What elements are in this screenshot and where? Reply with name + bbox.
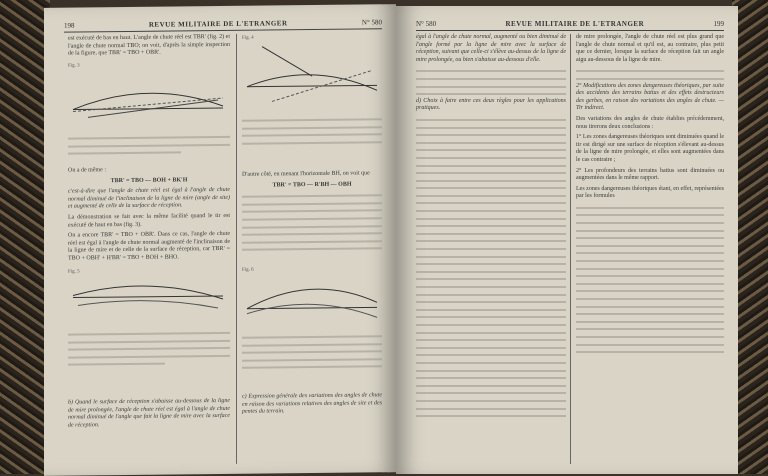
text-line (576, 211, 724, 219)
text-line (68, 149, 181, 158)
text-line (576, 234, 724, 242)
right-page (396, 6, 738, 474)
text-line (242, 363, 382, 372)
text-line (416, 382, 566, 390)
paragraph: Les zones dangereuses théoriques étant, en effet, représentées par les formules (576, 185, 724, 200)
text-line (416, 245, 566, 253)
text-line (416, 131, 566, 139)
text-line (416, 389, 566, 397)
paragraph: 1° Les zones dangereuses théoriques sont diminuées quand le tir est dirigé sur une surface de réception s'élevant au-dessus de la ligne de mire prolongée, et elles sont augmentées dans le cas contraire ; (576, 134, 724, 163)
text-line (416, 253, 566, 261)
text-line (416, 275, 566, 283)
text-line (416, 154, 566, 162)
figure-caption: Fig. 6 (242, 267, 254, 273)
paragraph: La démonstration se fait avec la même facilité quand le tir est exécuté de haut en bas (fig. 3). (68, 212, 230, 229)
text-line (416, 313, 566, 321)
figure-caption: Fig. 3 (68, 63, 80, 69)
text-line (416, 397, 566, 405)
figure-caption: Fig. 5 (68, 269, 80, 275)
text-line (416, 199, 566, 207)
right-column-bottom (242, 392, 382, 419)
figure-6 (242, 266, 382, 387)
text-line (416, 75, 566, 83)
text-line (416, 207, 566, 215)
paragraph: b) Quand le surface de réception s'abaisse au-dessous de la ligne de mire prolongée, l'angle de chute réel est égal à l'angle de chute normal diminué de l'angle que fait la ligne de mire avec la surface de réception. (68, 397, 230, 429)
text-line (416, 124, 566, 132)
text-line (242, 138, 382, 147)
left-column-bottom (68, 398, 230, 433)
paragraph: On a de même : (68, 167, 106, 174)
page-number: 199 (713, 20, 724, 28)
text-line (416, 230, 566, 238)
text-line (416, 83, 566, 91)
text-line (416, 344, 566, 352)
text-line (576, 242, 724, 250)
trajectory-diagram (242, 40, 382, 111)
text-line (576, 325, 724, 333)
equation: TBR' = TBO — R'BH — OBH (272, 181, 352, 189)
left-column-body (68, 166, 230, 266)
text-line (416, 329, 566, 337)
paragraph: c'est-à-dire que l'angle de chute réel est égal à l'angle de chute normal diminué de l'inclinaison de la ligne de mire (angle de site) et augmenté de celle de la surface de réception. (68, 187, 230, 210)
running-header (416, 20, 724, 31)
paragraph: On a encore TBR' = TBO + OBR'. Dans ce cas, l'angle de chute réel est égal à l'angle de chute normal augmenté de l'inclinaison de la ligne de mire et de celle de la surface de réception, car TBR' = TBO + OBH' + H'BR' = TBO + BOH + BHO. (68, 231, 230, 262)
running-title: REVUE MILITAIRE DE L'ETRANGER (148, 19, 288, 29)
text-line (416, 146, 566, 154)
text-line (576, 227, 724, 235)
text-line (576, 257, 724, 265)
text-line (416, 405, 566, 413)
text-line (576, 333, 724, 341)
column-divider (570, 34, 571, 464)
text-line (576, 310, 724, 318)
left-page (44, 4, 396, 476)
right-column (242, 170, 382, 253)
trajectory-diagram (68, 68, 230, 130)
paragraph: 2° Les profondeurs des terrains battus sont diminuées ou augmentées dans le même rapport. (576, 167, 724, 182)
equation: TBR' = TBO — BOH + BK'H (110, 176, 188, 184)
text-line (416, 139, 566, 147)
text-line (416, 260, 566, 268)
text-line (416, 291, 566, 299)
text-line (576, 318, 724, 326)
text-line (416, 237, 566, 245)
text-line (416, 336, 566, 344)
text-line (416, 374, 566, 382)
text-line (416, 67, 566, 75)
figure-3 (68, 62, 230, 164)
trajectory-diagram (242, 272, 382, 328)
page-number: 198 (64, 21, 75, 30)
text-line (416, 116, 566, 124)
figure-4 (242, 34, 382, 165)
text-line (576, 341, 724, 349)
text-line (416, 306, 566, 314)
trajectory-diagram (68, 274, 230, 326)
paragraph: est exécuté de bas en haut. L'angle de chute réel est TBR' (fig. 2) et l'angle de chute normal TBO; on voit, d'après la simple inspection de la figure, que TBR' = TBO + OBR'. (68, 33, 230, 57)
text-line (416, 359, 566, 367)
text-line (416, 283, 566, 291)
text-line (68, 360, 165, 369)
issue-number: N° 580 (416, 20, 437, 28)
text-line (416, 321, 566, 329)
section-heading: 2° Modifications des zones dangereuses théoriques, par suite des accidents des terrains battus et des effets destructeurs des gerbes, en raison des variations des angles de chute. — Tir indirect. (576, 82, 724, 112)
paragraph: d) Choix à faire entre ces deux règles pour les applications pratiques. (416, 97, 566, 112)
text-line (416, 90, 566, 98)
text-line (576, 75, 724, 83)
running-header (64, 18, 382, 32)
text-line (416, 192, 566, 200)
figure-caption: Fig. 4 (242, 35, 254, 41)
text-line (416, 412, 566, 420)
text-line (416, 169, 566, 177)
left-column (68, 34, 230, 61)
figure-5 (68, 268, 230, 390)
paragraph: c) Expression générale des variations des angles de chute en raison des variations relatives des angles de site et des pentes du terrain. (242, 392, 382, 415)
text-line (416, 351, 566, 359)
paragraph: D'autre côté, en menant l'horizontale BH, on voit que (242, 170, 370, 178)
text-line (576, 295, 724, 303)
right-column (576, 34, 724, 356)
text-line (576, 265, 724, 273)
paragraph: égal à l'angle de chute normal, augmenté ou bien diminué de l'angle formé par la ligne de mire avec la surface de réception, suivant que celle-ci s'élève au-dessus de la ligne de mire prolongée, ou bien s'abaisse au-dessous d'elle. (416, 34, 566, 63)
text-line (576, 287, 724, 295)
issue-number: N° 580 (361, 18, 382, 27)
text-line (576, 219, 724, 227)
column-divider (236, 34, 237, 464)
text-line (242, 245, 382, 254)
paragraph: Des variations des angles de chute établies précédemment, nous tirerons deux conclusions : (576, 115, 724, 130)
left-column (416, 34, 566, 420)
text-line (416, 215, 566, 223)
text-line (576, 280, 724, 288)
paragraph: de mire prolongée, l'angle de chute réel est plus grand que l'angle de chute normal et qu'il est, au contraire, plus petit que ce dernier, lorsque la surface de réception fait un angle aigu au-dessous de la ligne de mire. (576, 34, 724, 63)
text-line (416, 222, 566, 230)
text-line (416, 268, 566, 276)
text-line (416, 177, 566, 185)
text-line (416, 162, 566, 170)
text-line (576, 272, 724, 280)
book-cover-left (0, 0, 50, 474)
text-line (576, 204, 724, 212)
text-line (576, 303, 724, 311)
text-line (576, 348, 724, 356)
text-line (416, 184, 566, 192)
running-title: REVUE MILITAIRE DE L'ETRANGER (505, 20, 645, 28)
text-line (576, 249, 724, 257)
text-line (416, 298, 566, 306)
text-line (416, 367, 566, 375)
text-line (576, 67, 724, 75)
